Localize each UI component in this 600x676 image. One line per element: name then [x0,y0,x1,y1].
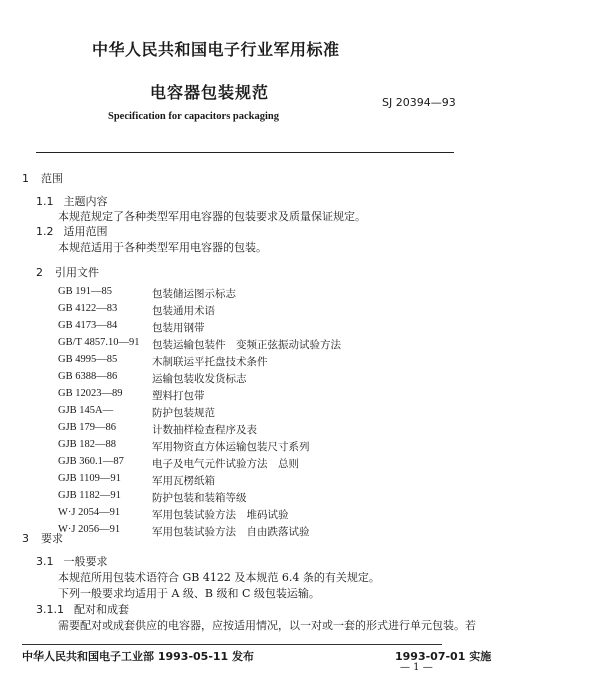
reference-code: GJB 360.1—87 [58,456,124,467]
reference-code: GB 12023—89 [58,388,123,399]
reference-code: GJB 1182—91 [58,490,121,501]
section-number: 1.1 [36,195,54,208]
reference-code: W·J 2054—91 [58,507,121,518]
section-3-1-text: 下列一般要求均适用于 A 级、B 级和 C 级包装运输。 [58,587,320,600]
section-number: 1 [22,172,29,185]
standard-code: SJ 20394—93 [382,96,456,109]
reference-code: GJB 1109—91 [58,473,121,484]
document-title: 电容器包装规范 [150,83,270,102]
reference-code: GJB 179—86 [58,422,117,433]
section-title: 要求 [41,532,63,545]
reference-code: GB 6388—86 [58,371,118,382]
section-1-2-text: 本规范适用于各种类型军用电容器的包装。 [58,241,267,254]
reference-title: 塑料打包带 [152,390,205,402]
page-number: — 1 — [400,662,433,673]
footer-rule [22,644,442,645]
reference-code: GB 191—85 [58,286,112,297]
section-title: 主题内容 [63,195,108,208]
reference-title: 包装运输包装件 变频正弦振动试验方法 [152,339,341,351]
section-1-1-text: 本规范规定了各种类型军用电容器的包装要求及质量保证规定。 [58,210,366,223]
effective-date: 1993-07-01 实施 [395,650,492,663]
reference-code: GJB 145A— [58,405,114,416]
section-3-1-heading [36,553,108,569]
section-1-1-heading [36,193,108,209]
section-title: 引用文件 [55,266,99,279]
reference-title: 军用瓦楞纸箱 [152,475,215,487]
section-3-1-text: 本规范所用包装术语符合 GB 4122 及本规范 6.4 条的有关规定。 [58,571,380,584]
section-title: 一般要求 [63,555,108,568]
reference-code: GB 4122—83 [58,303,118,314]
section-1-heading [22,170,63,186]
standard-organization: 中华人民共和国电子行业军用标准 [92,40,340,59]
reference-title: 运输包装收发货标志 [152,373,247,385]
reference-code: GB 4173—84 [58,320,118,331]
reference-code: W·J 2056—91 [58,524,121,535]
section-3-1-1-heading [36,601,129,617]
reference-title: 军用包装试验方法 自由跌落试验 [152,526,310,538]
reference-title: 军用包装试验方法 堆码试验 [152,509,289,521]
section-2-heading [36,264,99,280]
section-number: 3 [22,532,29,545]
header-rule [36,152,454,153]
reference-title: 军用物资直方体运输包装尺寸系列 [152,441,310,453]
section-number: 3.1.1 [36,603,64,616]
reference-title: 木制联运平托盘技术条件 [152,356,268,368]
section-number: 2 [36,266,43,279]
section-number: 1.2 [36,225,54,238]
reference-code: GB/T 4857.10—91 [58,337,140,348]
english-title: Specification for capacitors packaging [108,111,280,122]
section-3-1-1-text: 需要配对或成套供应的电容器，应按适用情况，以一对或一套的形式进行单元包装。若 [58,619,476,632]
reference-title: 包装通用术语 [152,305,215,317]
reference-code: GB 4995—85 [58,354,118,365]
reference-title: 包装储运图示标志 [152,288,236,300]
reference-title: 计数抽样检查程序及表 [152,424,257,436]
reference-code: GJB 182—88 [58,439,117,450]
section-title: 配对和成套 [74,603,129,616]
issuer-line: 中华人民共和国电子工业部 1993-05-11 发布 [22,650,255,663]
section-title: 适用范围 [63,225,108,238]
reference-title: 包装用钢带 [152,322,205,334]
reference-title: 电子及电气元件试验方法 总则 [152,458,299,470]
reference-title: 防护包装和装箱等级 [152,492,247,504]
section-1-2-heading [36,223,108,239]
section-number: 3.1 [36,555,54,568]
reference-title: 防护包装规范 [152,407,215,419]
section-title: 范围 [41,172,63,185]
section-3-heading [22,530,63,546]
